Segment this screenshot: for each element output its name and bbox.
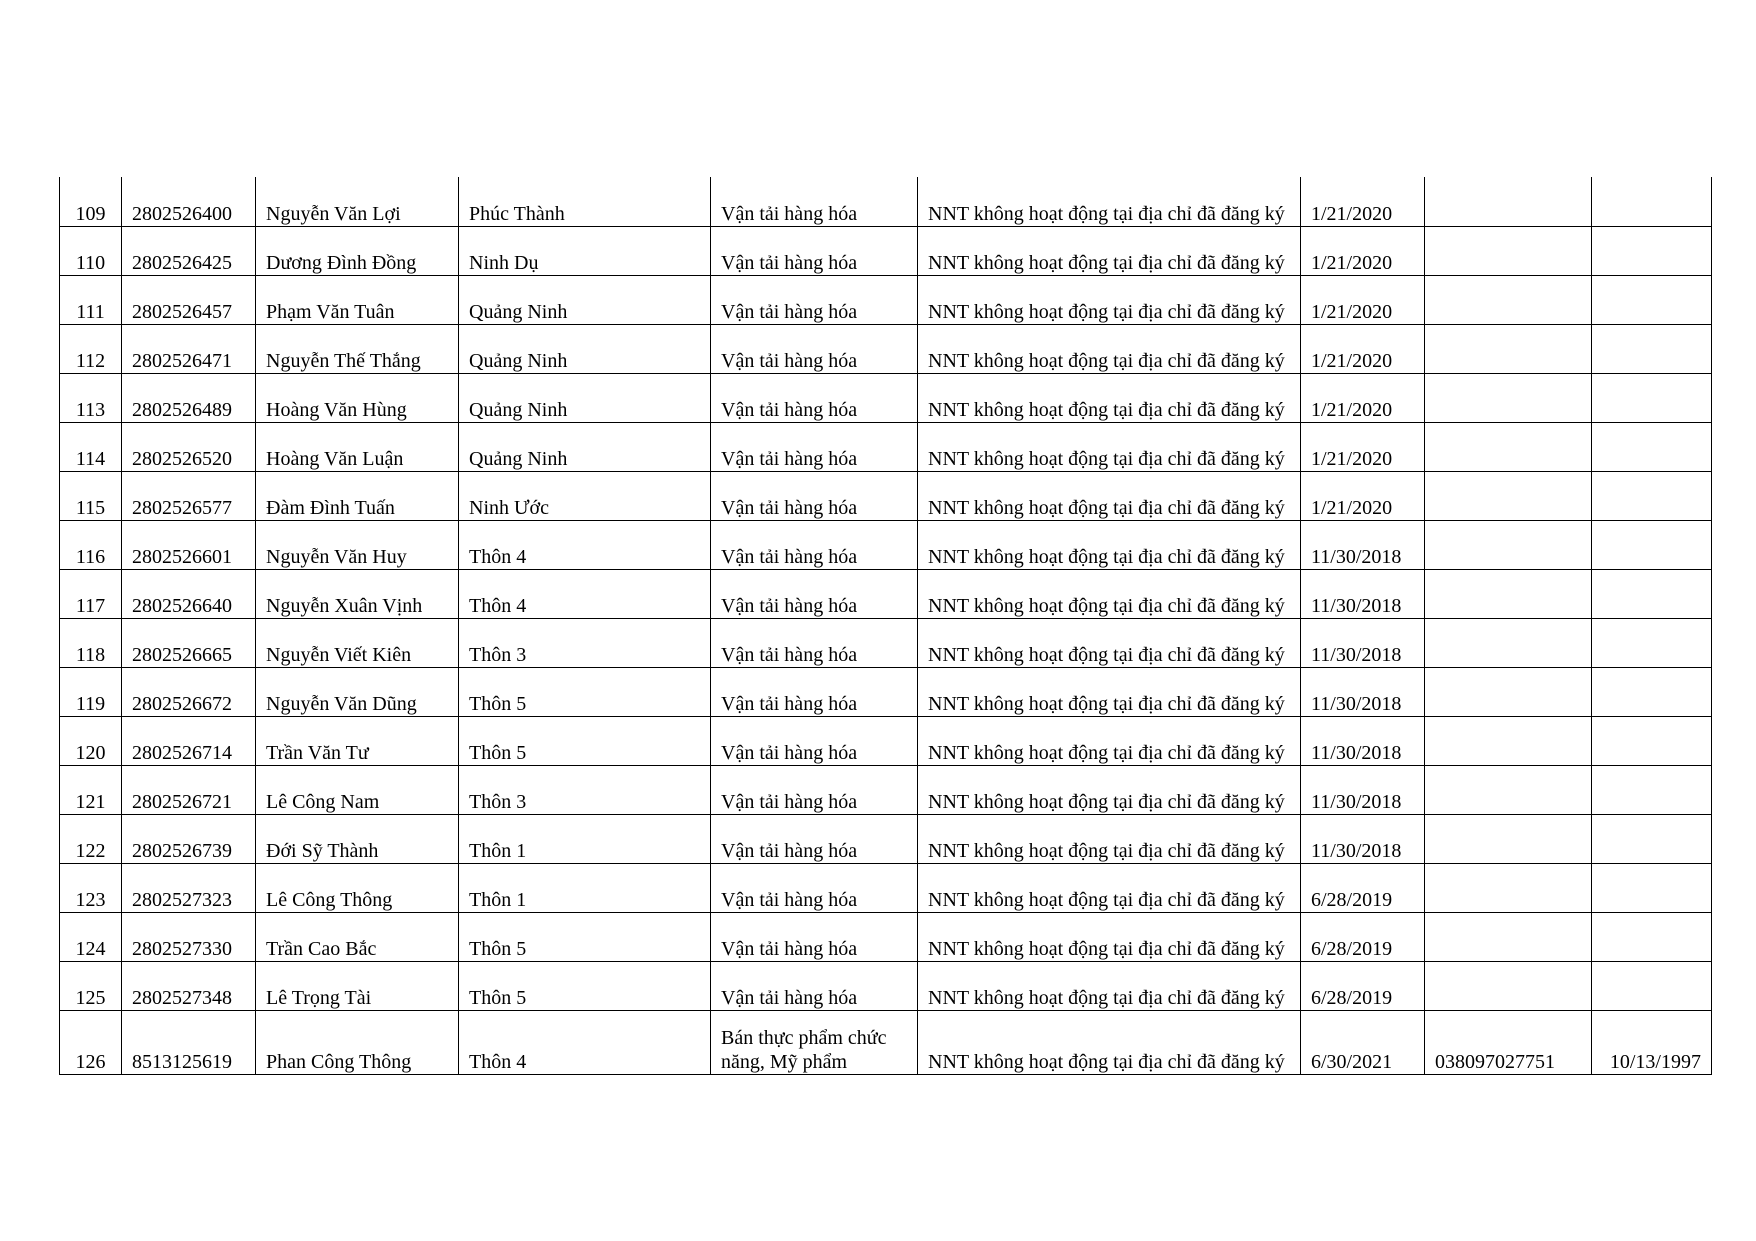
taxpayer-name-cell: Hoàng Văn Luận	[256, 422, 459, 471]
birth-date-cell	[1592, 422, 1712, 471]
status-text-cell: NNT không hoạt động tại địa chỉ đã đăng ký	[918, 422, 1301, 471]
status-date-cell: 11/30/2018	[1301, 716, 1425, 765]
status-date-cell: 1/21/2020	[1301, 373, 1425, 422]
tax-code-cell: 2802526400	[122, 177, 256, 226]
status-text-cell: NNT không hoạt động tại địa chỉ đã đăng ký	[918, 667, 1301, 716]
table-row	[60, 177, 1712, 226]
status-date-cell: 6/28/2019	[1301, 912, 1425, 961]
birth-date-cell	[1592, 275, 1712, 324]
taxpayer-name-cell: Hoàng Văn Hùng	[256, 373, 459, 422]
birth-date-cell	[1592, 373, 1712, 422]
taxpayer-name-cell: Nguyễn Văn Dũng	[256, 667, 459, 716]
address-cell: Phúc Thành	[459, 177, 711, 226]
table-row	[60, 765, 1712, 814]
id-number-cell	[1425, 422, 1592, 471]
row-number-cell: 121	[60, 765, 122, 814]
business-line-cell: Vận tải hàng hóa	[711, 275, 918, 324]
birth-date-cell	[1592, 912, 1712, 961]
status-date-cell: 1/21/2020	[1301, 177, 1425, 226]
birth-date-cell: 10/13/1997	[1592, 1010, 1712, 1074]
address-cell: Thôn 3	[459, 618, 711, 667]
taxpayer-name-cell: Đàm Đình Tuấn	[256, 471, 459, 520]
address-cell: Thôn 3	[459, 765, 711, 814]
row-number-cell: 116	[60, 520, 122, 569]
taxpayer-name-cell: Nguyễn Viết Kiên	[256, 618, 459, 667]
birth-date-cell	[1592, 716, 1712, 765]
row-number-cell: 117	[60, 569, 122, 618]
tax-code-cell: 2802527323	[122, 863, 256, 912]
birth-date-cell	[1592, 324, 1712, 373]
table-row	[60, 520, 1712, 569]
status-date-cell: 11/30/2018	[1301, 814, 1425, 863]
business-line-cell: Vận tải hàng hóa	[711, 520, 918, 569]
id-number-cell: 038097027751	[1425, 1010, 1592, 1074]
birth-date-cell	[1592, 520, 1712, 569]
row-number-cell: 109	[60, 177, 122, 226]
status-text-cell: NNT không hoạt động tại địa chỉ đã đăng ký	[918, 373, 1301, 422]
status-text-cell: NNT không hoạt động tại địa chỉ đã đăng ký	[918, 569, 1301, 618]
tax-code-cell: 2802526425	[122, 226, 256, 275]
id-number-cell	[1425, 177, 1592, 226]
business-line-cell: Bán thực phẩm chức năng, Mỹ phẩm	[711, 1010, 918, 1074]
status-date-cell: 6/28/2019	[1301, 961, 1425, 1010]
status-text-cell: NNT không hoạt động tại địa chỉ đã đăng ký	[918, 275, 1301, 324]
table-row	[60, 422, 1712, 471]
business-line-cell: Vận tải hàng hóa	[711, 373, 918, 422]
status-text-cell: NNT không hoạt động tại địa chỉ đã đăng ký	[918, 765, 1301, 814]
table-row	[60, 226, 1712, 275]
row-number-cell: 112	[60, 324, 122, 373]
business-line-cell: Vận tải hàng hóa	[711, 471, 918, 520]
business-line-cell: Vận tải hàng hóa	[711, 569, 918, 618]
address-cell: Thôn 4	[459, 520, 711, 569]
id-number-cell	[1425, 275, 1592, 324]
status-text-cell: NNT không hoạt động tại địa chỉ đã đăng ký	[918, 1010, 1301, 1074]
row-number-cell: 124	[60, 912, 122, 961]
row-number-cell: 123	[60, 863, 122, 912]
tax-code-cell: 2802526640	[122, 569, 256, 618]
tax-code-cell: 2802526672	[122, 667, 256, 716]
birth-date-cell	[1592, 667, 1712, 716]
row-number-cell: 122	[60, 814, 122, 863]
row-number-cell: 113	[60, 373, 122, 422]
address-cell: Quảng Ninh	[459, 373, 711, 422]
row-number-cell: 120	[60, 716, 122, 765]
status-text-cell: NNT không hoạt động tại địa chỉ đã đăng ký	[918, 618, 1301, 667]
address-cell: Quảng Ninh	[459, 275, 711, 324]
tax-code-cell: 2802526471	[122, 324, 256, 373]
id-number-cell	[1425, 961, 1592, 1010]
status-text-cell: NNT không hoạt động tại địa chỉ đã đăng ký	[918, 863, 1301, 912]
row-number-cell: 118	[60, 618, 122, 667]
taxpayer-name-cell: Lê Công Thông	[256, 863, 459, 912]
address-cell: Thôn 5	[459, 716, 711, 765]
business-line-cell: Vận tải hàng hóa	[711, 912, 918, 961]
tax-code-cell: 2802526721	[122, 765, 256, 814]
id-number-cell	[1425, 667, 1592, 716]
id-number-cell	[1425, 226, 1592, 275]
tax-code-cell: 2802526601	[122, 520, 256, 569]
address-cell: Thôn 4	[459, 1010, 711, 1074]
birth-date-cell	[1592, 618, 1712, 667]
birth-date-cell	[1592, 863, 1712, 912]
business-line-cell: Vận tải hàng hóa	[711, 961, 918, 1010]
status-date-cell: 1/21/2020	[1301, 471, 1425, 520]
birth-date-cell	[1592, 765, 1712, 814]
table-row	[60, 863, 1712, 912]
status-date-cell: 1/21/2020	[1301, 226, 1425, 275]
business-line-cell: Vận tải hàng hóa	[711, 667, 918, 716]
address-cell: Thôn 5	[459, 961, 711, 1010]
row-number-cell: 119	[60, 667, 122, 716]
table-row	[60, 618, 1712, 667]
status-text-cell: NNT không hoạt động tại địa chỉ đã đăng ký	[918, 324, 1301, 373]
status-date-cell: 6/28/2019	[1301, 863, 1425, 912]
tax-code-cell: 8513125619	[122, 1010, 256, 1074]
row-number-cell: 125	[60, 961, 122, 1010]
birth-date-cell	[1592, 961, 1712, 1010]
birth-date-cell	[1592, 814, 1712, 863]
status-text-cell: NNT không hoạt động tại địa chỉ đã đăng ký	[918, 520, 1301, 569]
id-number-cell	[1425, 569, 1592, 618]
taxpayer-name-cell: Phan Công Thông	[256, 1010, 459, 1074]
id-number-cell	[1425, 520, 1592, 569]
tax-code-cell: 2802526739	[122, 814, 256, 863]
status-date-cell: 11/30/2018	[1301, 520, 1425, 569]
row-number-cell: 114	[60, 422, 122, 471]
taxpayer-name-cell: Nguyễn Văn Lợi	[256, 177, 459, 226]
status-text-cell: NNT không hoạt động tại địa chỉ đã đăng ký	[918, 716, 1301, 765]
address-cell: Ninh Ước	[459, 471, 711, 520]
row-number-cell: 110	[60, 226, 122, 275]
id-number-cell	[1425, 863, 1592, 912]
id-number-cell	[1425, 765, 1592, 814]
taxpayer-name-cell: Phạm Văn Tuân	[256, 275, 459, 324]
table-row	[60, 569, 1712, 618]
table-row	[60, 667, 1712, 716]
table-row	[60, 814, 1712, 863]
tax-code-cell: 2802526489	[122, 373, 256, 422]
status-text-cell: NNT không hoạt động tại địa chỉ đã đăng ký	[918, 912, 1301, 961]
tax-code-cell: 2802527330	[122, 912, 256, 961]
business-line-cell: Vận tải hàng hóa	[711, 177, 918, 226]
address-cell: Ninh Dụ	[459, 226, 711, 275]
id-number-cell	[1425, 324, 1592, 373]
table-row	[60, 912, 1712, 961]
address-cell: Thôn 1	[459, 863, 711, 912]
row-number-cell: 126	[60, 1010, 122, 1074]
status-date-cell: 11/30/2018	[1301, 667, 1425, 716]
status-text-cell: NNT không hoạt động tại địa chỉ đã đăng ký	[918, 226, 1301, 275]
birth-date-cell	[1592, 177, 1712, 226]
address-cell: Thôn 1	[459, 814, 711, 863]
status-text-cell: NNT không hoạt động tại địa chỉ đã đăng ký	[918, 177, 1301, 226]
business-line-cell: Vận tải hàng hóa	[711, 422, 918, 471]
table-row	[60, 324, 1712, 373]
row-number-cell: 115	[60, 471, 122, 520]
taxpayer-name-cell: Nguyễn Văn Huy	[256, 520, 459, 569]
address-cell: Quảng Ninh	[459, 324, 711, 373]
table-row	[60, 275, 1712, 324]
table-row	[60, 961, 1712, 1010]
address-cell: Thôn 5	[459, 912, 711, 961]
tax-code-cell: 2802526457	[122, 275, 256, 324]
table-row	[60, 1010, 1712, 1074]
business-line-cell: Vận tải hàng hóa	[711, 618, 918, 667]
tax-code-cell: 2802526520	[122, 422, 256, 471]
business-line-cell: Vận tải hàng hóa	[711, 324, 918, 373]
tax-code-cell: 2802526665	[122, 618, 256, 667]
tax-code-cell: 2802527348	[122, 961, 256, 1010]
status-text-cell: NNT không hoạt động tại địa chỉ đã đăng ký	[918, 961, 1301, 1010]
id-number-cell	[1425, 912, 1592, 961]
taxpayer-name-cell: Lê Công Nam	[256, 765, 459, 814]
address-cell: Thôn 5	[459, 667, 711, 716]
tax-code-cell: 2802526577	[122, 471, 256, 520]
table-row	[60, 716, 1712, 765]
id-number-cell	[1425, 716, 1592, 765]
address-cell: Quảng Ninh	[459, 422, 711, 471]
taxpayer-name-cell: Trần Văn Tư	[256, 716, 459, 765]
status-date-cell: 6/30/2021	[1301, 1010, 1425, 1074]
tax-code-cell: 2802526714	[122, 716, 256, 765]
id-number-cell	[1425, 814, 1592, 863]
id-number-cell	[1425, 471, 1592, 520]
table-body	[60, 177, 1712, 1074]
taxpayer-name-cell: Nguyễn Xuân Vịnh	[256, 569, 459, 618]
id-number-cell	[1425, 618, 1592, 667]
business-line-cell: Vận tải hàng hóa	[711, 716, 918, 765]
status-date-cell: 11/30/2018	[1301, 618, 1425, 667]
row-number-cell: 111	[60, 275, 122, 324]
taxpayer-name-cell: Lê Trọng Tài	[256, 961, 459, 1010]
table-row	[60, 373, 1712, 422]
business-line-cell: Vận tải hàng hóa	[711, 226, 918, 275]
status-text-cell: NNT không hoạt động tại địa chỉ đã đăng ký	[918, 814, 1301, 863]
status-text-cell: NNT không hoạt động tại địa chỉ đã đăng ký	[918, 471, 1301, 520]
taxpayer-name-cell: Dương Đình Đồng	[256, 226, 459, 275]
business-line-cell: Vận tải hàng hóa	[711, 765, 918, 814]
status-date-cell: 11/30/2018	[1301, 569, 1425, 618]
status-date-cell: 1/21/2020	[1301, 324, 1425, 373]
table-row	[60, 471, 1712, 520]
address-cell: Thôn 4	[459, 569, 711, 618]
taxpayer-table	[59, 177, 1712, 1075]
birth-date-cell	[1592, 226, 1712, 275]
taxpayer-name-cell: Đới Sỹ Thành	[256, 814, 459, 863]
business-line-cell: Vận tải hàng hóa	[711, 863, 918, 912]
taxpayer-name-cell: Nguyễn Thế Thắng	[256, 324, 459, 373]
taxpayer-name-cell: Trần Cao Bắc	[256, 912, 459, 961]
birth-date-cell	[1592, 569, 1712, 618]
business-line-cell: Vận tải hàng hóa	[711, 814, 918, 863]
status-date-cell: 11/30/2018	[1301, 765, 1425, 814]
id-number-cell	[1425, 373, 1592, 422]
birth-date-cell	[1592, 471, 1712, 520]
status-date-cell: 1/21/2020	[1301, 422, 1425, 471]
status-date-cell: 1/21/2020	[1301, 275, 1425, 324]
